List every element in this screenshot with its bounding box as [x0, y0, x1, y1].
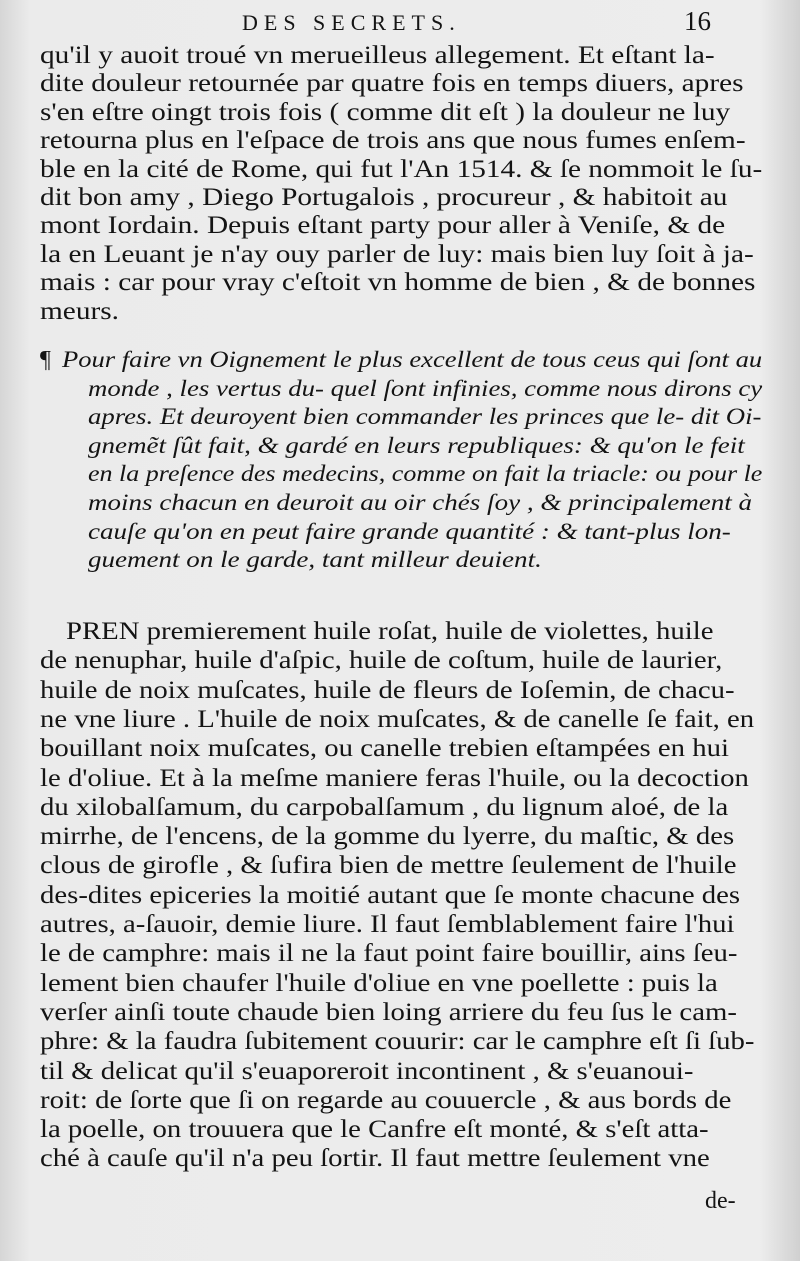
text-line: mais : car pour vray c'eſtoit vn homme de bien , & de bonnes [40, 267, 756, 297]
pilcrow-mark: ¶ [40, 347, 51, 373]
text-line: dite douleur retournée par quatre fois en temps diuers, apres [40, 68, 744, 98]
text-line: mont Iordain. Depuis eſtant party pour aller à Veniſe, & de [40, 210, 726, 240]
text-line: roit: de ſorte que ſi on regarde au couuercle , & aus bords de [40, 1086, 732, 1114]
text-line: huile de noix muſcates, huile de fleurs de Ioſemin, de chacu- [40, 676, 735, 704]
text-line: cauſe qu'on en peut faire grande quantité : & tant-plus lon- [88, 518, 731, 545]
text-line: bouillant noix muſcates, ou canelle trebien eſtampées en hui [40, 735, 729, 763]
text-line: la poelle, on trouuera que le Canfre eſt monté, & s'eſt atta- [40, 1116, 709, 1144]
text-line: la en Leuant je n'ay ouy parler de luy: mais bien luy ſoit à ja- [40, 238, 754, 268]
text-line: apres. Et deuroyent bien commander les princes que le- dit Oi- [88, 404, 762, 431]
text-line: ne vne liure . L'huile de noix muſcates, & de canelle ſe fait, en [40, 705, 755, 733]
text-line: clous de girofle , & ſufira bien de mettre ſeulement de l'huile [40, 852, 737, 880]
text-line: guement on le garde, tant milleur deuient. [88, 547, 542, 574]
text-line: verſer ainſi toute chaude bien loing arriere du feu ſus le cam- [40, 998, 737, 1026]
page-number: 16 [684, 6, 711, 36]
text-line: phre: & la faudra ſubitement couurir: car le camphre eſt ſi ſub- [40, 1028, 755, 1056]
catchword: de- [705, 1188, 736, 1214]
text-line: autres, a-ſauoir, demie liure. Il faut ſemblablement faire l'hui [40, 911, 735, 938]
running-title: DES SECRETS. [242, 10, 461, 35]
text-line: des-dites epiceries la moitié autant que ſe monte chacune des [40, 881, 741, 909]
text-line: de nenuphar, huile d'aſpic, huile de coſtum, huile de laurier, [40, 647, 723, 675]
text-line: ble en la cité de Rome, qui fut l'An 1514. & ſe nommoit le ſu- [40, 153, 763, 183]
text-line: lement bien chaufer l'huile d'oliue en vne poellette : puis la [40, 969, 718, 997]
text-line: monde , les vertus du- quel ſont infinies, comme nous dirons cy [88, 375, 763, 402]
text-line: Pour faire vn Oignement le plus excellent de tous ceus qui ſont au [62, 347, 763, 373]
text-line: le d'oliue. Et à la meſme maniere feras l'huile, ou la decoction [40, 764, 749, 792]
text-line: en la preſence des medecins, comme on fait la triacle: ou pour le [88, 461, 763, 488]
text-line: du xilobalſamum, du carpobalſamum , du lignum aloé, de la [40, 793, 729, 821]
text-line: le de camphre: mais il ne la faut point faire bouillir, ains ſeu- [40, 940, 738, 968]
text-line: qu'il y auoit troué vn merueilleus allegement. Et eſtant la- [40, 40, 715, 69]
page-header [0, 4, 800, 38]
text-line: ché à cauſe qu'il n'a peu ſortir. Il faut mettre ſeulement vne [40, 1145, 710, 1173]
text-line: dit bon amy , Diego Portugalois , procureur , & habitoit au [40, 182, 728, 211]
text-line: til & delicat qu'il s'euaporeroit incontinent , & s'euanoui- [40, 1057, 694, 1085]
text-line: retourna plus en l'eſpace de trois ans que nous fumes enſem- [40, 125, 746, 155]
text-line: PREN premierement huile roſat, huile de violettes, huile [66, 618, 714, 645]
text-line: meurs. [40, 295, 120, 325]
text-line: gnemẽt ſût fait, & gardé en leurs republiques: & qu'on le feit [88, 432, 745, 459]
text-line: mirrhe, de l'encens, de la gomme du lyerre, du maſtic, & des [40, 823, 735, 851]
text-line: moins chacun en deuroit au oir chés ſoy , & principalement à [88, 490, 753, 516]
text-line: s'en eſtre oingt trois fois ( comme dit eſt ) la douleur ne luy [40, 96, 731, 126]
